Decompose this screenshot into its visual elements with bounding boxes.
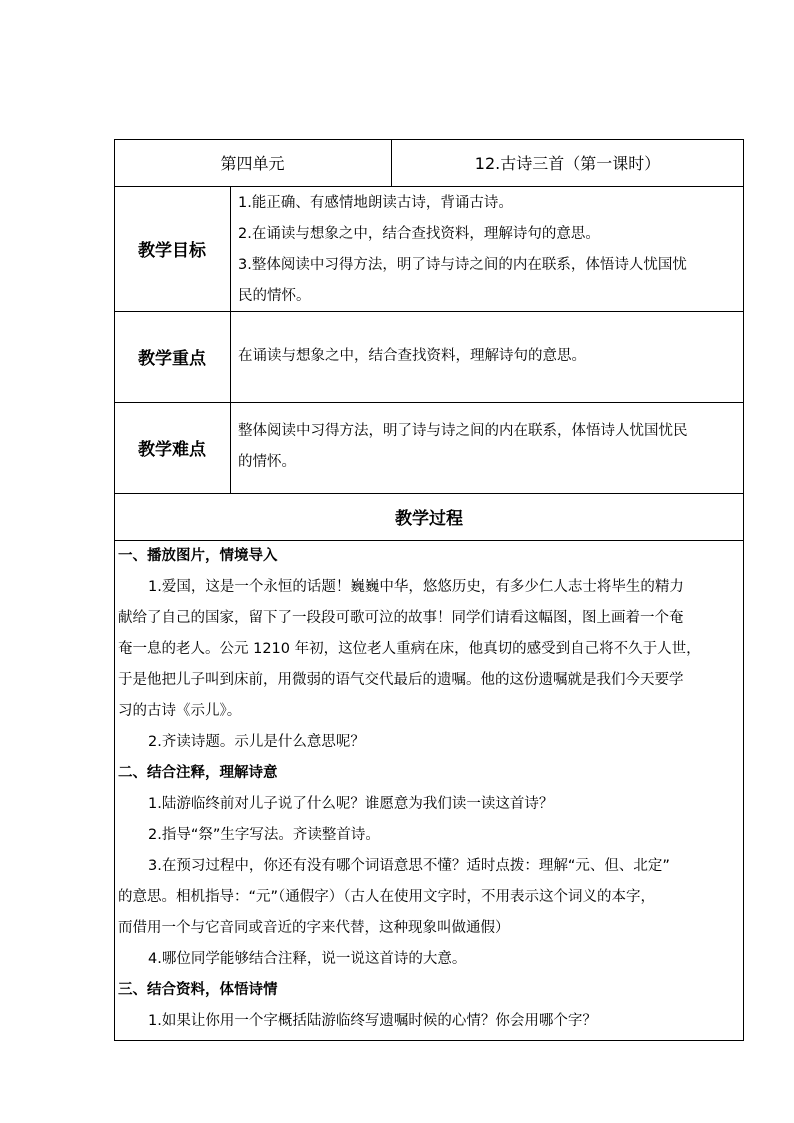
focus-label: 教学重点: [138, 349, 206, 369]
paragraph-line: 习的古诗《示儿》。: [118, 703, 242, 719]
lesson-title: 12.古诗三首（第一课时）: [474, 154, 661, 173]
objectives-line: 3.整体阅读中习得方法，明了诗与诗之间的内在联系，体悟诗人忧国忧: [238, 257, 687, 273]
paragraph-line: 3.在预习过程中，你还有没有哪个词语意思不懂？适时点拨：理解“元、但、北定”: [148, 858, 670, 874]
difficulty-label: 教学难点: [138, 440, 206, 460]
paragraph-line: 而借用一个与它音同或音近的字来代替，这种现象叫做通假）: [118, 920, 510, 936]
paragraph-line: 2.指导“祭”生字写法。齐读整首诗。: [148, 827, 380, 843]
focus-content: [238, 341, 738, 372]
paragraph-line: 的意思。相机指导：“元”（通假字）（古人在使用文字时，不用表示这个词义的本字，: [118, 889, 656, 905]
objectives-label: 教学目标: [138, 241, 206, 261]
objectives-line: 2.在诵读与想象之中，结合查找资料，理解诗句的意思。: [238, 226, 600, 242]
objectives-content: [238, 188, 738, 312]
difficulty-content: [238, 416, 738, 478]
focus-line: 在诵读与想象之中，结合查找资料，理解诗句的意思。: [238, 348, 586, 364]
objectives-line: 1.能正确、有感情地朗读古诗，背诵古诗。: [238, 195, 513, 211]
paragraph-line: 4.哪位同学能够结合注释，说一说这首诗的大意。: [148, 951, 467, 967]
process-title: 教学过程: [395, 509, 463, 529]
section-heading: 三、结合资料，体悟诗情: [118, 982, 278, 998]
difficulty-line: 的情怀。: [238, 454, 296, 470]
paragraph-line: 2.齐读诗题。示儿是什么意思呢？: [148, 734, 365, 750]
process-body: [118, 541, 740, 1037]
paragraph-line: 1.陆游临终前对儿子说了什么呢？谁愿意为我们读一读这首诗？: [148, 796, 554, 812]
unit-title: 第四单元: [220, 154, 285, 173]
objectives-line: 民的情怀。: [238, 288, 311, 304]
section-heading: 一、播放图片，情境导入: [118, 548, 278, 564]
paragraph-line: 于是他把儿子叫到床前，用微弱的语气交代最后的遗嘱。他的这份遗嘱就是我们今天要学: [118, 672, 684, 688]
column-divider: [230, 186, 231, 493]
paragraph-line: 1.如果让你用一个字概括陆游临终写遗嘱时候的心情？你会用哪个字？: [148, 1013, 597, 1029]
paragraph-line: 献给了自己的国家，留下了一段段可歌可泣的故事！同学们请看这幅图，图上画着一个奄: [118, 610, 684, 626]
difficulty-line: 整体阅读中习得方法，明了诗与诗之间的内在联系，体悟诗人忧国忧民: [238, 423, 688, 439]
paragraph-line: 奄一息的老人。公元 1210 年初，这位老人重病在床，他真切的感受到自己将不久于人世，: [118, 641, 701, 657]
section-heading: 二、结合注释，理解诗意: [118, 765, 278, 781]
paragraph-line: 1.爱国，这是一个永恒的话题！巍巍中华，悠悠历史，有多少仁人志士将毕生的精力: [148, 579, 684, 595]
